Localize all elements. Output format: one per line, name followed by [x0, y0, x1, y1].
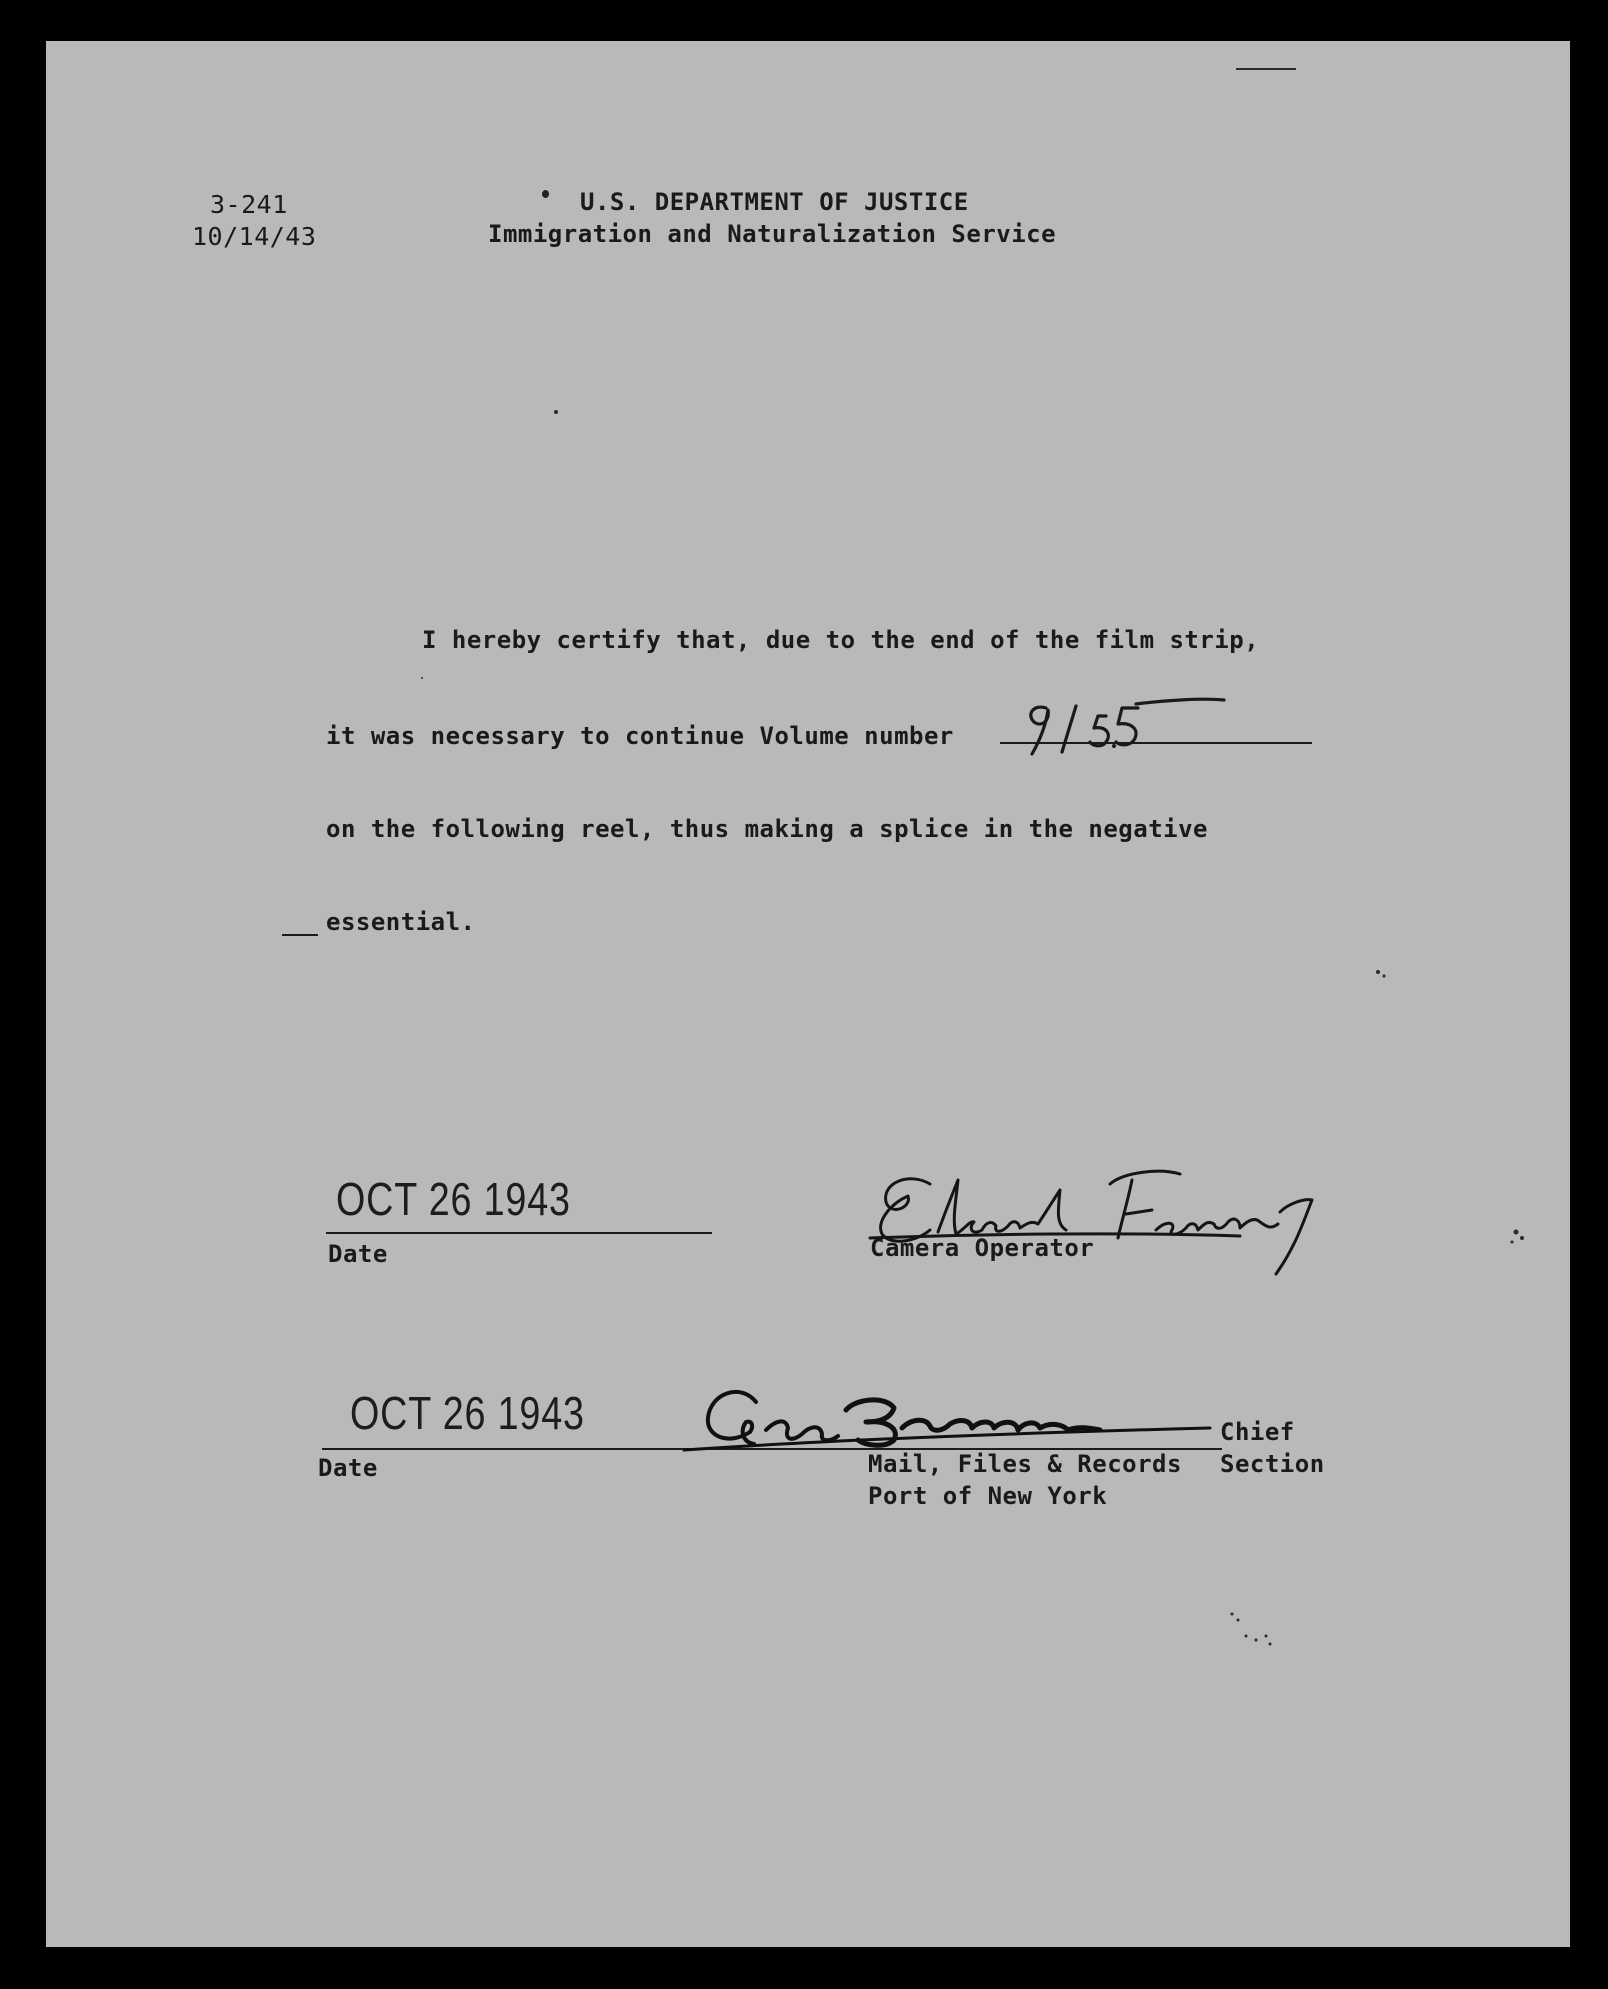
chief-title-port: Port of New York: [868, 1482, 1108, 1510]
certificate-line-2: it was necessary to continue Volume number: [326, 722, 954, 750]
date-label-2: Date: [318, 1454, 378, 1482]
certificate-line-4: essential.: [326, 908, 476, 936]
form-code: 3-241: [210, 190, 288, 219]
form-date: 10/14/43: [192, 222, 317, 251]
certificate-line-1: I hereby certify that, due to the end of the film strip,: [422, 626, 1260, 654]
date-label-1: Date: [328, 1240, 388, 1268]
department-title: U.S. DEPARTMENT OF JUSTICE: [580, 188, 969, 216]
chief-title-section: Section: [1220, 1450, 1325, 1478]
operator-date-stamp: OCT 26 1943: [336, 1173, 571, 1225]
agency-title: Immigration and Naturalization Service: [488, 220, 1057, 248]
certificate-line-3: on the following reel, thus making a splice in the negative: [326, 815, 1209, 843]
chief-date-stamp: OCT 26 1943: [350, 1387, 585, 1439]
chief-title-office: Mail, Files & Records: [868, 1450, 1182, 1478]
operator-title: Camera Operator: [870, 1234, 1095, 1262]
chief-title-chief: Chief: [1220, 1418, 1295, 1446]
